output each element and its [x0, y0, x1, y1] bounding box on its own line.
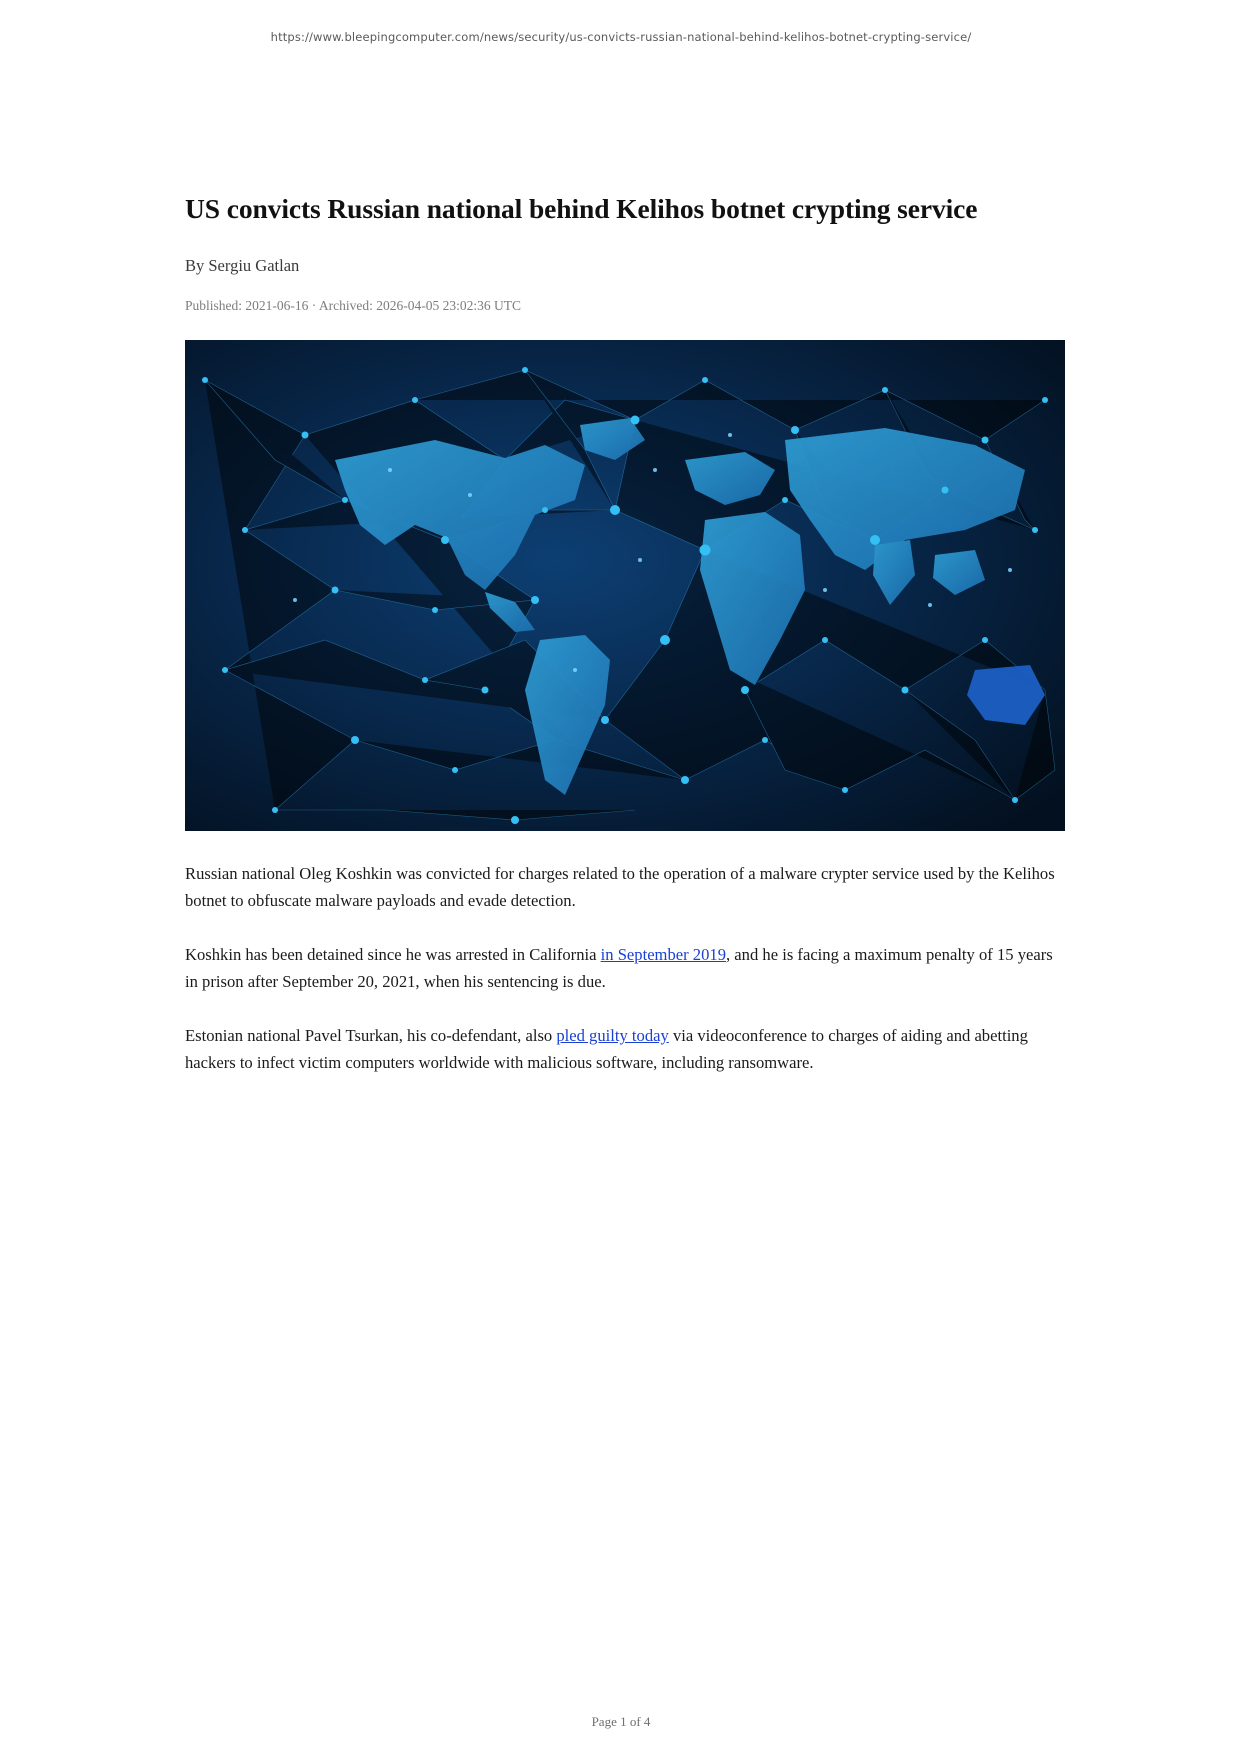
page-title: US convicts Russian national behind Kelihos botnet crypting service	[185, 193, 978, 224]
paragraph-2-text-b: , and he is facing a maximum penalty of 15 years in prison after September 20, 2021, when his sentencing is due.	[185, 945, 1053, 991]
paragraph-2-text-a: Koshkin has been detained since he was arrested in California	[185, 945, 601, 965]
archive-url: https://www.bleepingcomputer.com/news/security/us-convicts-russian-national-behind-kelihos-botnet-crypting-service/	[270, 30, 972, 44]
article-byline: By Sergiu Gatlan	[185, 256, 300, 276]
page-footer: Page 1 of 4	[591, 1714, 651, 1729]
link-september-2019[interactable]: in September 2019	[600, 945, 726, 965]
paragraph-3	[185, 1023, 1065, 1077]
article-paragraphs	[185, 861, 1065, 1076]
world-map-network-graphic	[185, 340, 1065, 831]
paragraph-1	[185, 861, 1065, 915]
article-body	[185, 192, 1065, 1077]
paragraph-2	[185, 942, 1065, 996]
paragraph-3-text-b: via videoconference to charges of aiding and abetting hackers to infect victim computers worldwide with malicious software, including ransomware.	[185, 1025, 1028, 1072]
paragraph-1-text: Russian national Oleg Koshkin was convicted for charges related to the operation of a malware crypter service used by the Kelihos botnet to obfuscate malware payloads and evade detection.	[185, 864, 1055, 911]
article-meta: Published: 2021-06-16 · Archived: 2026-04-05 23:02:36 UTC	[185, 298, 521, 314]
paragraph-3-text-a: Estonian national Pavel Tsurkan, his co-defendant, also	[185, 1025, 557, 1045]
hero-image	[185, 340, 1065, 831]
link-pled-guilty-today[interactable]: pled guilty today	[556, 1025, 669, 1045]
